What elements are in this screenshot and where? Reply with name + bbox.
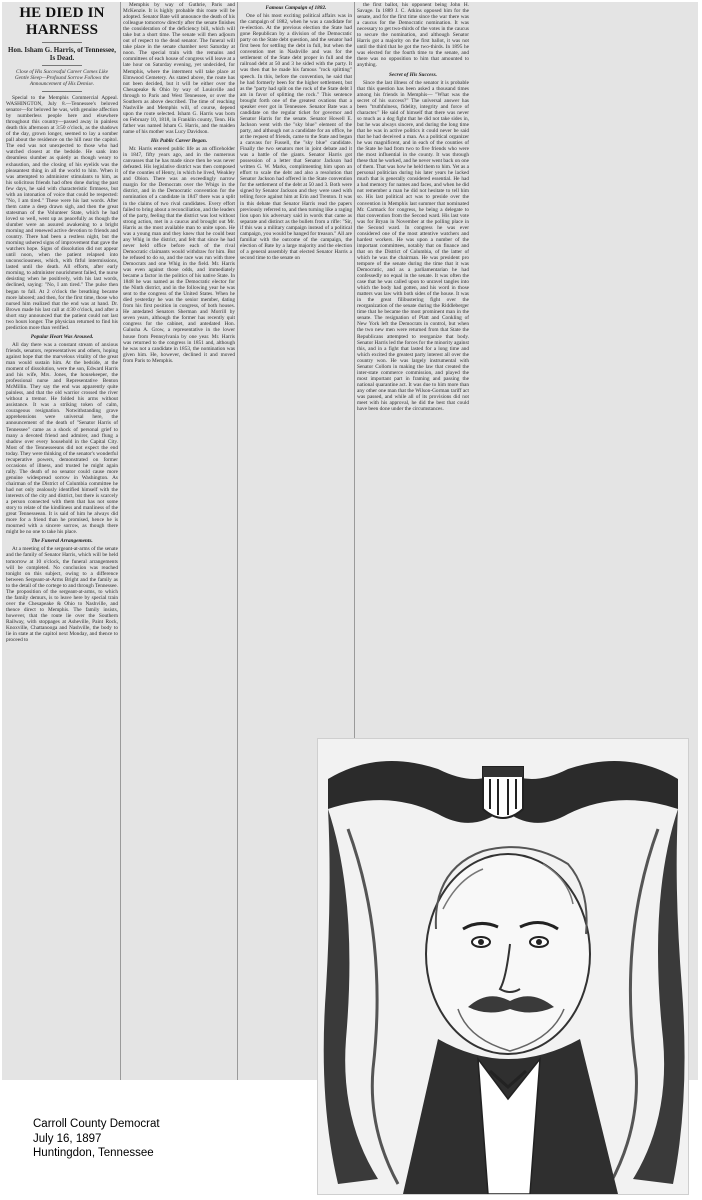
article-paragraph: Mr. Harris entered public life as an officeholder in 1847, fifty years ago, and in the numerous canvasses that he has made since then he was never defeated. His legislative district was then composed of the counties of Henry, in which he lived, Weakley and Obion. There was an exceedingly narrow margin for the Democrats over the Whigs in the district, and in the Democratic convention for the nomination of a candidate in 1847 there was a split in the claims of two rival candidates. Every effort failed to bring about a reconciliation, and the leaders of the party, feeling that the district was lost without strong action, met in a caucus and brought out Mr. Harris as the most available man to unite upon. He was a young man and they knew that he could beat any Whig in the district, and felt that since he had never held office before each of the rival Democratic claimants would withdraw for him. But he refused to do so, and the race was run with three Democrats and one Whig in the field. Mr. Harris was even against those odds, and immediately became a factor in the politics of his native State. In 1848 he was named as the Democratic elector for the Ninth district, and in the following year he was sent to the congress of the United States. When he died yesterday he was the senior member, dating from his first position in congress, of both houses. He antedated Senators Sherman and Morrill by seven years, although the former has recently quit congress for the cabinet, and antedated Hon. Galusha A. Grow, a representative in the lower house from Pennsylvania by one year. Mr. Harris was returned to the congress in 1851 and, although he was not a candidate in 1853, the nomination was given him. He, however, declined it and moved from Paris to Memphis. (123, 146, 235, 364)
article-column-1 (6, 2, 118, 1080)
headline: HE DIED IN HARNESS (19, 5, 105, 38)
article-paragraph: At a meeting of the sergeant-at-arms of the senate and the family of Senator Harris, which will be held tomorrow at 10 o'clock, the funeral arrangements will be completed. No conclusion was reached tonight on this subject, owing to a difference between Sergeant-at-Arms Bright and the family as to the detail of the cortege to and through Tennessee. The proposition of the sergeant-at-arms, to which the family demurs, is to leave here by special train over the Chesapeake & Ohio to Nashville, and thence direct to Memphis. The family insists, however, that the route lie over the Southern Railway, with stoppages at Asheville, Paint Rock, Knoxville, Chattanooga and Nashville, the body to lie in state at the capitol next Monday, and thence to proceed to (6, 546, 118, 644)
credit-publication: Carroll County Democrat (33, 1118, 160, 1130)
source-credit (33, 1117, 293, 1161)
article-paragraph: All day there was a constant stream of anxious friends, senators, representatives and others, hoping against hope that the marvelous vitality of the great man would sustain him. At the bedside, at the moment of dissolution, were the son, Edward Harris and his wife, Mrs. Jones, the housekeeper, the professional nurse and Representative Benton McMillin. They say the end was apparently quite painless, and that the old warrior crossed the river without a tremor. He folded his arms without assistance. It was a striking token of calm, courageous resignation. Notwithstanding grave apprehensions were universal here, the announcement of the death of "Senator Harris of Tennessee" came as a shock of personal grief to many a devoted friend and admirer, and flung a shadow over every household in the Capital City. Most of the Tennesseeans did not expect the end today. They were thinking of the senator's wonderful recuperative powers, demonstrated on former occasions of illness, and trusted he might again rally. The death of no senator could cause more genuine widespread sorrow in Washington. As chairman of the District of Columbia committee he had not only zealously identified himself with the interests of the city and district, but there is scarcely a person connected with them that has not some story to relate of the kindliness and manliness of the great Tennesseean. It is said of him he always did more for a friend than he promised, hence he is mourned with a sincere sorrow, as though there might be no one to take his place. (6, 341, 118, 536)
article-paragraph: Memphis by way of Guthrie, Paris and McKenzie. It is highly probable this route will be adopted. Senator Bate will announce the death of his colleague tomorrow directly after the senate finishes the consideration of the deficiency bill, which will take but a short time. The senate will then adjourn out of respect to the dead senator. The funeral will take place in the senate chamber next Saturday at noon. The special train with the remains and committees of each house of congress will leave at a late hour on Saturday evening, yet undecided, for Memphis, where the interment will take place at Elmwood Cemetery. As stated above, the route has not been decided, but it will be either over the Chesapeake & Ohio by way of Louisville and through to Paris and West Tennessee, or over the Southern as above described. The time of reaching Nashville and Memphis will, of course, depend upon the route selected. Isham G. Harris was born on February 10, 1818, in Franklin county, Tenn. His father was named Isham G. Harris, and the maiden name of his mother was Lucy Davidson. (123, 2, 235, 135)
article-paragraph: the first ballot, his opponent being John H. Savage. In 1889 J. C. Atkins opposed him for the senate, and for the first time since the war there was a caucus for the Democratic nomination. It was necessary to get two-thirds of the votes in the caucus to secure the nomination, and although Senator Harris got a majority on the first ballot, it was not until the third that he got the two-thirds. In 1895 he was elected for the fourth time to the senate, and there was no opposition to him that amounted to anything. (357, 2, 469, 69)
article-paragraph: Special to the Memphis Commercial Appeal. WASHINGTON, July 8.—Tennessee's beloved senator—for beloved he was, with genuine affection by numberless people here and elsewhere throughout this country—passed away in painless death this afternoon at 3:50 o'clock, as the shadows of the day, grown longer, seemed to lay a somber pall about the residence on the hill near the capitol. The end was not unexpected to those who had watched closest at the bedside. He sank into dreamless slumber as quietly as though weary to exhaustion, and the closing of his eyelids was the pleasantest thing in all the world to him. When it was attempted to administer stimulants to him, as his solicitous friends had often done during the past few days, he said with characteristic firmness, but with an intonation of voice that could be respected: "No, I am tired." These were his last words. After them came a deep drawn sigh, and then the great statesman of the Volunteer State, which he had loved so well, went up as peacefully as though the slumber were an assured awakening to a bright morning and renewed active devotion to friends and country. There had been a restless night, but the morning ushered signs of improvement that gave the watchers hope. Signs of dissolution did not appear until noon, when the patient relapsed into unconsciousness, which, with fitful intermissions, lasted until the death. All efforts, after early morning, to administer nourishment failed, the nurse desisting when he positively, with his last words, declined, saying: "No, I am tired." The pulse then began to fall. At 2 o'clock the breathing became more labored; and then, for the first time, those who nursed him realized that the end was at hand. Dr. Brown made his last call at 4:30 o'clock, and after a short stay announced that the patient could not last two hours longer. The physician returned to find his prediction more than verified. (6, 95, 118, 331)
portrait-illustration (317, 738, 689, 1195)
divider (42, 42, 82, 43)
deck: Close of His Successful Career Comes Like Gentle Sleep—Profound Sorrow Follows the Announcement of His Demise. (14, 69, 110, 87)
article-paragraph: One of his most exciting political affairs was in the campaign of 1882, when he was a candidate for re-election. At the previous election the State had gone Republican by a division of the Democratic party on the State debt question, and the senator had first been for settling the debt in full, but when the convention met in Nashville and was for the settlement of the State debt proper in full and the railroad debt at 50 and 3 he sided with the party. It was then that he made his famous "rock splitting" speech. In this, before the convention, he said that he had formerly been for the higher settlement, but as the "party had split on the rock of the State debt I am in favor of splitting the rock." This sentence brought forth one of the greatest ovations that a speaker ever got in Tennessee. Senator Bate was a candidate on the regular ticket for governor and Senator Harris for the senate. Senator Howell E. Jackson went with the "sky blue" element of the party, and although not a candidate for an office, he at the request of friends, came to the State and began a canvass for Fussell, the "sky blue" candidate. Finally the two senators met in joint debate and it was a battle of the giants. Senator Harris got possession of a letter that Senator Jackson had written G. W. Marks, complimenting him upon an effort to scale the debt and also a resolution that Senator Jackson had offered in the State convention for the settlement of the debt at 50 and 3. Both were signed by Senator Jackson and they were used with telling force against him at Erin and Trenton. It was in this debate that Senator Harris read the papers previously referred to, and then turning like a raging lion upon his adversary said in words that came as separate and distinct as the bullets from a rifle: "Sir, if this was a military campaign instead of a political campaign, you would be hanged for treason." All are familiar with the outcome of the campaign, the election of Bate by a large majority and the election of a general assembly that elected Senator Harris a second time to the senate on (240, 13, 352, 261)
column-rule (237, 2, 238, 1080)
subhead: Hon. Isham G. Harris, of Tennessee, Is Dead. (8, 46, 116, 62)
column-rule (120, 2, 121, 1080)
divider (42, 65, 82, 66)
article-column-2 (123, 2, 235, 1080)
section-heading: Popular Heart Was Aroused. (30, 333, 94, 340)
section-heading: Famous Campaign of 1882. (265, 5, 327, 11)
divider (42, 91, 82, 92)
credit-date: July 16, 1897 (33, 1132, 102, 1145)
section-heading: Secret of His Success. (389, 71, 437, 78)
credit-location: Huntingdon, Tennessee (33, 1147, 154, 1159)
section-heading: His Public Career Began. (150, 138, 208, 145)
section-heading: The Funeral Arrangements. (31, 538, 93, 545)
article-paragraph: Since the last illness of the senator it is probable that this question has been asked a thousand times among his friends in Memphis— "What was the secret of his success?" The universal answer has been "truthfulness, fidelity, integrity and force of character." He said of himself that there was never so much as a dog fight that he did not take sides in, but he was always sincere, and during the long time that he was in active politics it could never be said that he had deceived a man. As a political organizer he was magnificent, and in each of the counties of the State he had from two to five friends who were the most influential in the county. It was through these that he worked, and he never went back on one of them. That was how he held them to him. Yet as a personal politician during his later years he lacked much that is generally considered essential. He had a bad memory for names and faces, and when he did not remember a man he did not hesitate to tell him so. His last political act was to preside over the convention in Memphis last summer that nominated Mr. Carmack for congress, he being a delegate to that convention from the Second ward. His last vote was for Bryan in November at the polling place in the Second ward. In congress he was ever considered one of the most attentive watchers and hardest workers. He was upon a number of the important committees, notably that on finance and that on the District of Columbia, of the latter of which he was the chairman. He was president pro tempore of the senate during the time that it was Democratic, and as a parliamentarian he had confessedly no equal in the senate. It was often the case that he was called upon to unravel tangles into which the body had gotten, and his word in those matters was law with both sides of the house. It was in the great filibustering fight over the reorganization of the senate during the Riddleberger time that he became the most prominent man in the senate. The resignation of Platt and Conkling of New York left the Democrats in control, but when the two new men were returned from that State the Republicans attempted to reorganize that body. Senator Harris led the forces for the minority against this, and in a fight that lasted for a long time and which excited the greatest party interest all over the country won. He was largely instrumental with Senator Collom in making the law that created the inter-state commerce commission, and played the most important part in framing and passing the national quarantine act. It was due to him more than any other one man that the Wilson-Gorman tariff act was passed, and while all of its provisions did not meet with his approval, he did the best that could have been done under the circumstances. (357, 79, 469, 413)
portrait-drawing (318, 739, 688, 1194)
